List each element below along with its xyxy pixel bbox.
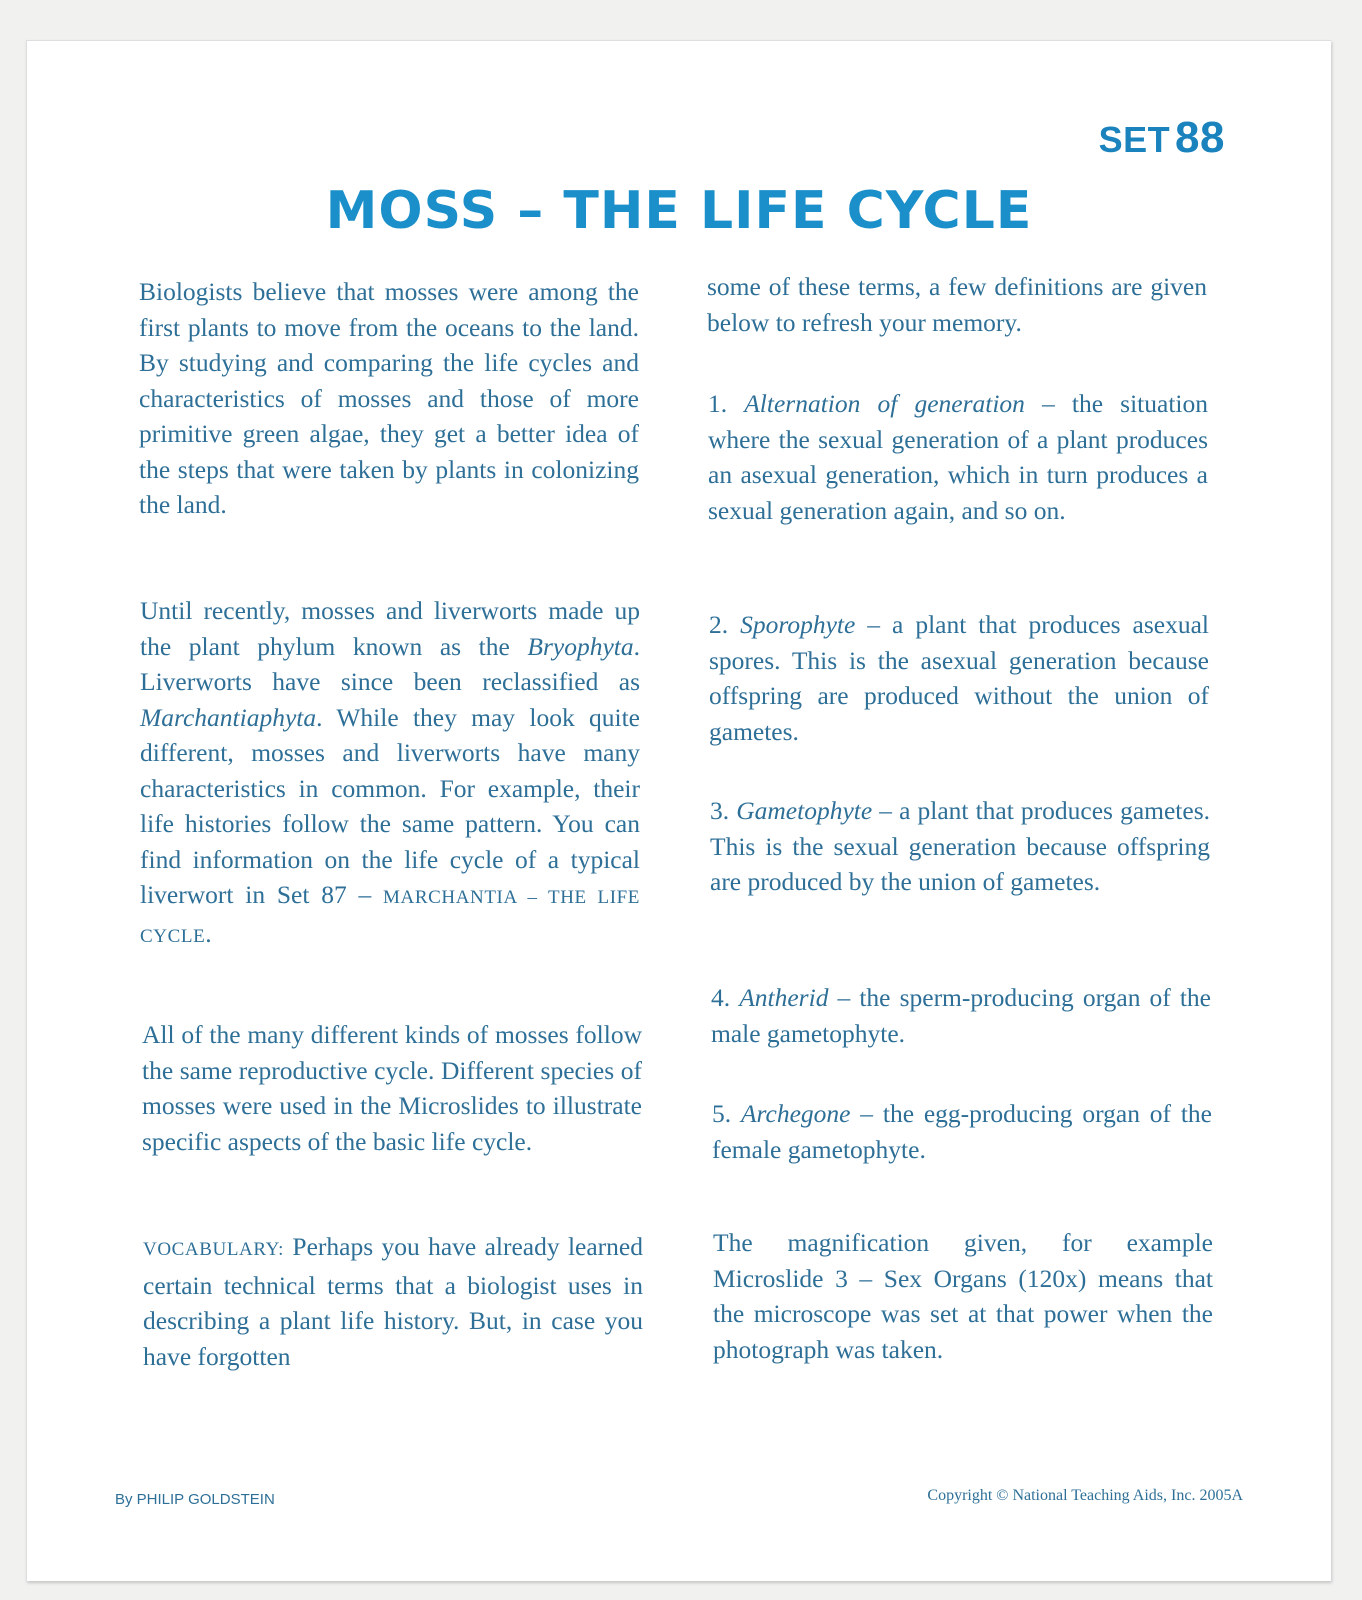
magnification-paragraph: The magnification given, for example Microslide 3 – Sex Organs (120x) means that the microscope was set at that power when the photograph was taken. — [713, 1228, 1213, 1364]
left-column-p4 — [143, 1229, 643, 1374]
definition-text: – the egg-producing organ of the female gametophyte. — [712, 1099, 1212, 1164]
p2-text-1: Until recently, mosses and liverworts made up the plant phylum known as the — [140, 596, 640, 661]
left-column-p2 — [140, 593, 640, 954]
definition-term: Sporophyte — [740, 610, 856, 639]
definition-term: Alternation of generation — [744, 389, 1025, 418]
definition-item — [709, 607, 1209, 749]
p2-text-3: . While they may look quite different, mosses and liverworts have many characteristics in common. For example, their life histories follow the same pattern. You can find information on the life cycle of a typical liverwort in Set 87 – — [140, 702, 640, 909]
magnification-note — [713, 1225, 1213, 1367]
definition-item — [711, 980, 1211, 1051]
definition-5 — [712, 1096, 1212, 1167]
left-column-p1 — [139, 274, 639, 523]
definition-number: 2. — [709, 610, 741, 639]
intro-paragraph: Biologists believe that mosses were among the first plants to move from the oceans to the land. By studying and comparing the life cycles and characteristics of mosses and those of more primitive green algae, they get a better idea of the steps that were taken by plants in colonizing the land. — [139, 277, 639, 519]
set-number: 88 — [1175, 113, 1225, 162]
vocabulary-text: Perhaps you have already learned certain technical terms that a biologist uses in describing a plant life history. But, in case you have forgotten — [143, 1232, 643, 1371]
definition-text: – a plant that produces gametes. This is the sexual generation because offspring are produced by the union of gametes. — [710, 796, 1210, 896]
page-title: MOSS – THE LIFE CYCLE — [325, 181, 1033, 241]
left-column-p3 — [142, 1017, 642, 1159]
document-page — [26, 40, 1331, 1581]
right-column-intro — [707, 269, 1207, 340]
definition-2 — [709, 607, 1209, 749]
definition-term: Gametophyte — [736, 796, 873, 825]
definition-term: Archegone — [740, 1099, 851, 1128]
reproductive-cycle-paragraph: All of the many different kinds of mosses follow the same reproductive cycle. Different species of mosses were used in the Microslides to illustrate specific aspects of the basic life cycle. — [142, 1020, 642, 1156]
definition-item — [708, 386, 1208, 528]
definition-number: 3. — [710, 796, 737, 825]
definition-item — [712, 1096, 1212, 1167]
definition-text: – a plant that produces asexual spores. This is the asexual generation because offspring are produced without the union of gametes. — [709, 610, 1209, 746]
marchantiaphyta-term: Marchantiaphyta — [140, 702, 317, 732]
set-87-reference: MARCHANTIA – THE LIFE CYCLE — [140, 887, 641, 947]
vocabulary-label: VOCABULARY: — [143, 1239, 285, 1260]
definition-text: – the situation where the sexual generation of a plant produces an asexual generation, which in turn produces a sexual generation again, and so on. — [708, 389, 1208, 525]
bryophyta-term: Bryophyta — [527, 631, 634, 661]
copyright-notice: Copyright © National Teaching Aids, Inc. 2005A — [927, 1487, 1243, 1504]
definition-item — [710, 793, 1210, 900]
set-label — [1099, 113, 1225, 163]
definition-number: 4. — [711, 983, 740, 1012]
p2-text-2: . Liverworts have since been reclassified as — [140, 631, 640, 696]
p2-text-4: . — [205, 918, 212, 948]
vocabulary-paragraph — [143, 1229, 643, 1374]
definition-number: 1. — [708, 389, 745, 418]
author-credit: By PHILIP GOLDSTEIN — [115, 1491, 275, 1508]
definitions-intro: some of these terms, a few definitions are given below to refresh your memory. — [707, 272, 1207, 337]
definition-term: Antherid — [739, 983, 829, 1012]
definition-4 — [711, 980, 1211, 1051]
definition-text: – the sperm-producing organ of the male gametophyte. — [711, 983, 1211, 1048]
definition-3 — [710, 793, 1210, 900]
definition-number: 5. — [712, 1099, 741, 1128]
set-word: SET — [1098, 119, 1171, 160]
definition-1 — [708, 386, 1208, 528]
classification-paragraph — [140, 593, 640, 954]
